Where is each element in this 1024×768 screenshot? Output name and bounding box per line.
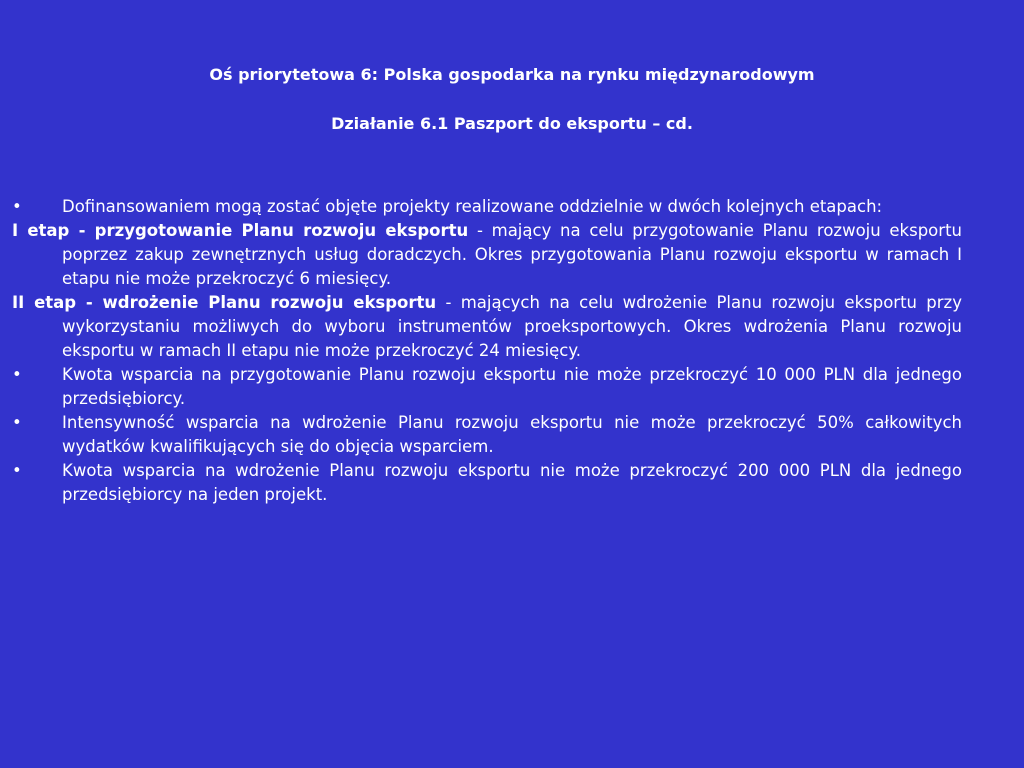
bullet-item-implementation-amount: [12, 459, 962, 507]
bullet-icon: •: [12, 461, 22, 480]
slide-content: [12, 195, 962, 507]
bullet-text: Kwota wsparcia na wdrożenie Planu rozwoju eksportu nie może przekroczyć 200 000 PLN dla jednego przedsiębiorcy na jeden projekt.: [62, 461, 962, 504]
bullet-icon: •: [12, 365, 22, 384]
bullet-text: Dofinansowaniem mogą zostać objęte projekty realizowane oddzielnie w dwóch kolejnych etapach:: [62, 197, 883, 216]
bullet-item-projects: [12, 195, 962, 219]
stage-2-text: - mających na celu wdrożenie Planu rozwoju eksportu przy wykorzystaniu możliwych do wyboru instrumentów proeksportowych. Okres wdrożenia Planu rozwoju eksportu w ramach II etapu nie może przekroczyć 24 miesięcy.: [62, 293, 962, 360]
bullet-text: Kwota wsparcia na przygotowanie Planu rozwoju eksportu nie może przekroczyć 10 000 PLN dla jednego przedsiębiorcy.: [62, 365, 962, 408]
bullet-icon: •: [12, 197, 22, 216]
stage-1-heading: I etap - przygotowanie Planu rozwoju eksportu: [12, 221, 469, 240]
slide-subtitle: Działanie 6.1 Paszport do eksportu – cd.: [331, 114, 693, 133]
slide-title: Oś priorytetowa 6: Polska gospodarka na rynku międzynarodowym: [209, 65, 815, 84]
bullet-icon: •: [12, 413, 22, 432]
stage-1-text: - mający na celu przygotowanie Planu rozwoju eksportu poprzez zakup zewnętrznych usług doradczych. Okres przygotowania Planu rozwoju eksportu w ramach I etapu nie może przekroczyć 6 miesięcy.: [62, 221, 962, 288]
bullet-text: Intensywność wsparcia na wdrożenie Planu rozwoju eksportu nie może przekroczyć 50% całkowitych wydatków kwalifikujących się do objęcia wsparciem.: [62, 413, 962, 456]
bullet-item-support-intensity: [12, 411, 962, 459]
stage-2-heading: II etap - wdrożenie Planu rozwoju eksportu: [12, 293, 437, 312]
stage-1-item: [12, 219, 962, 291]
stage-2-item: [12, 291, 962, 363]
bullet-item-support-amount: [12, 363, 962, 411]
